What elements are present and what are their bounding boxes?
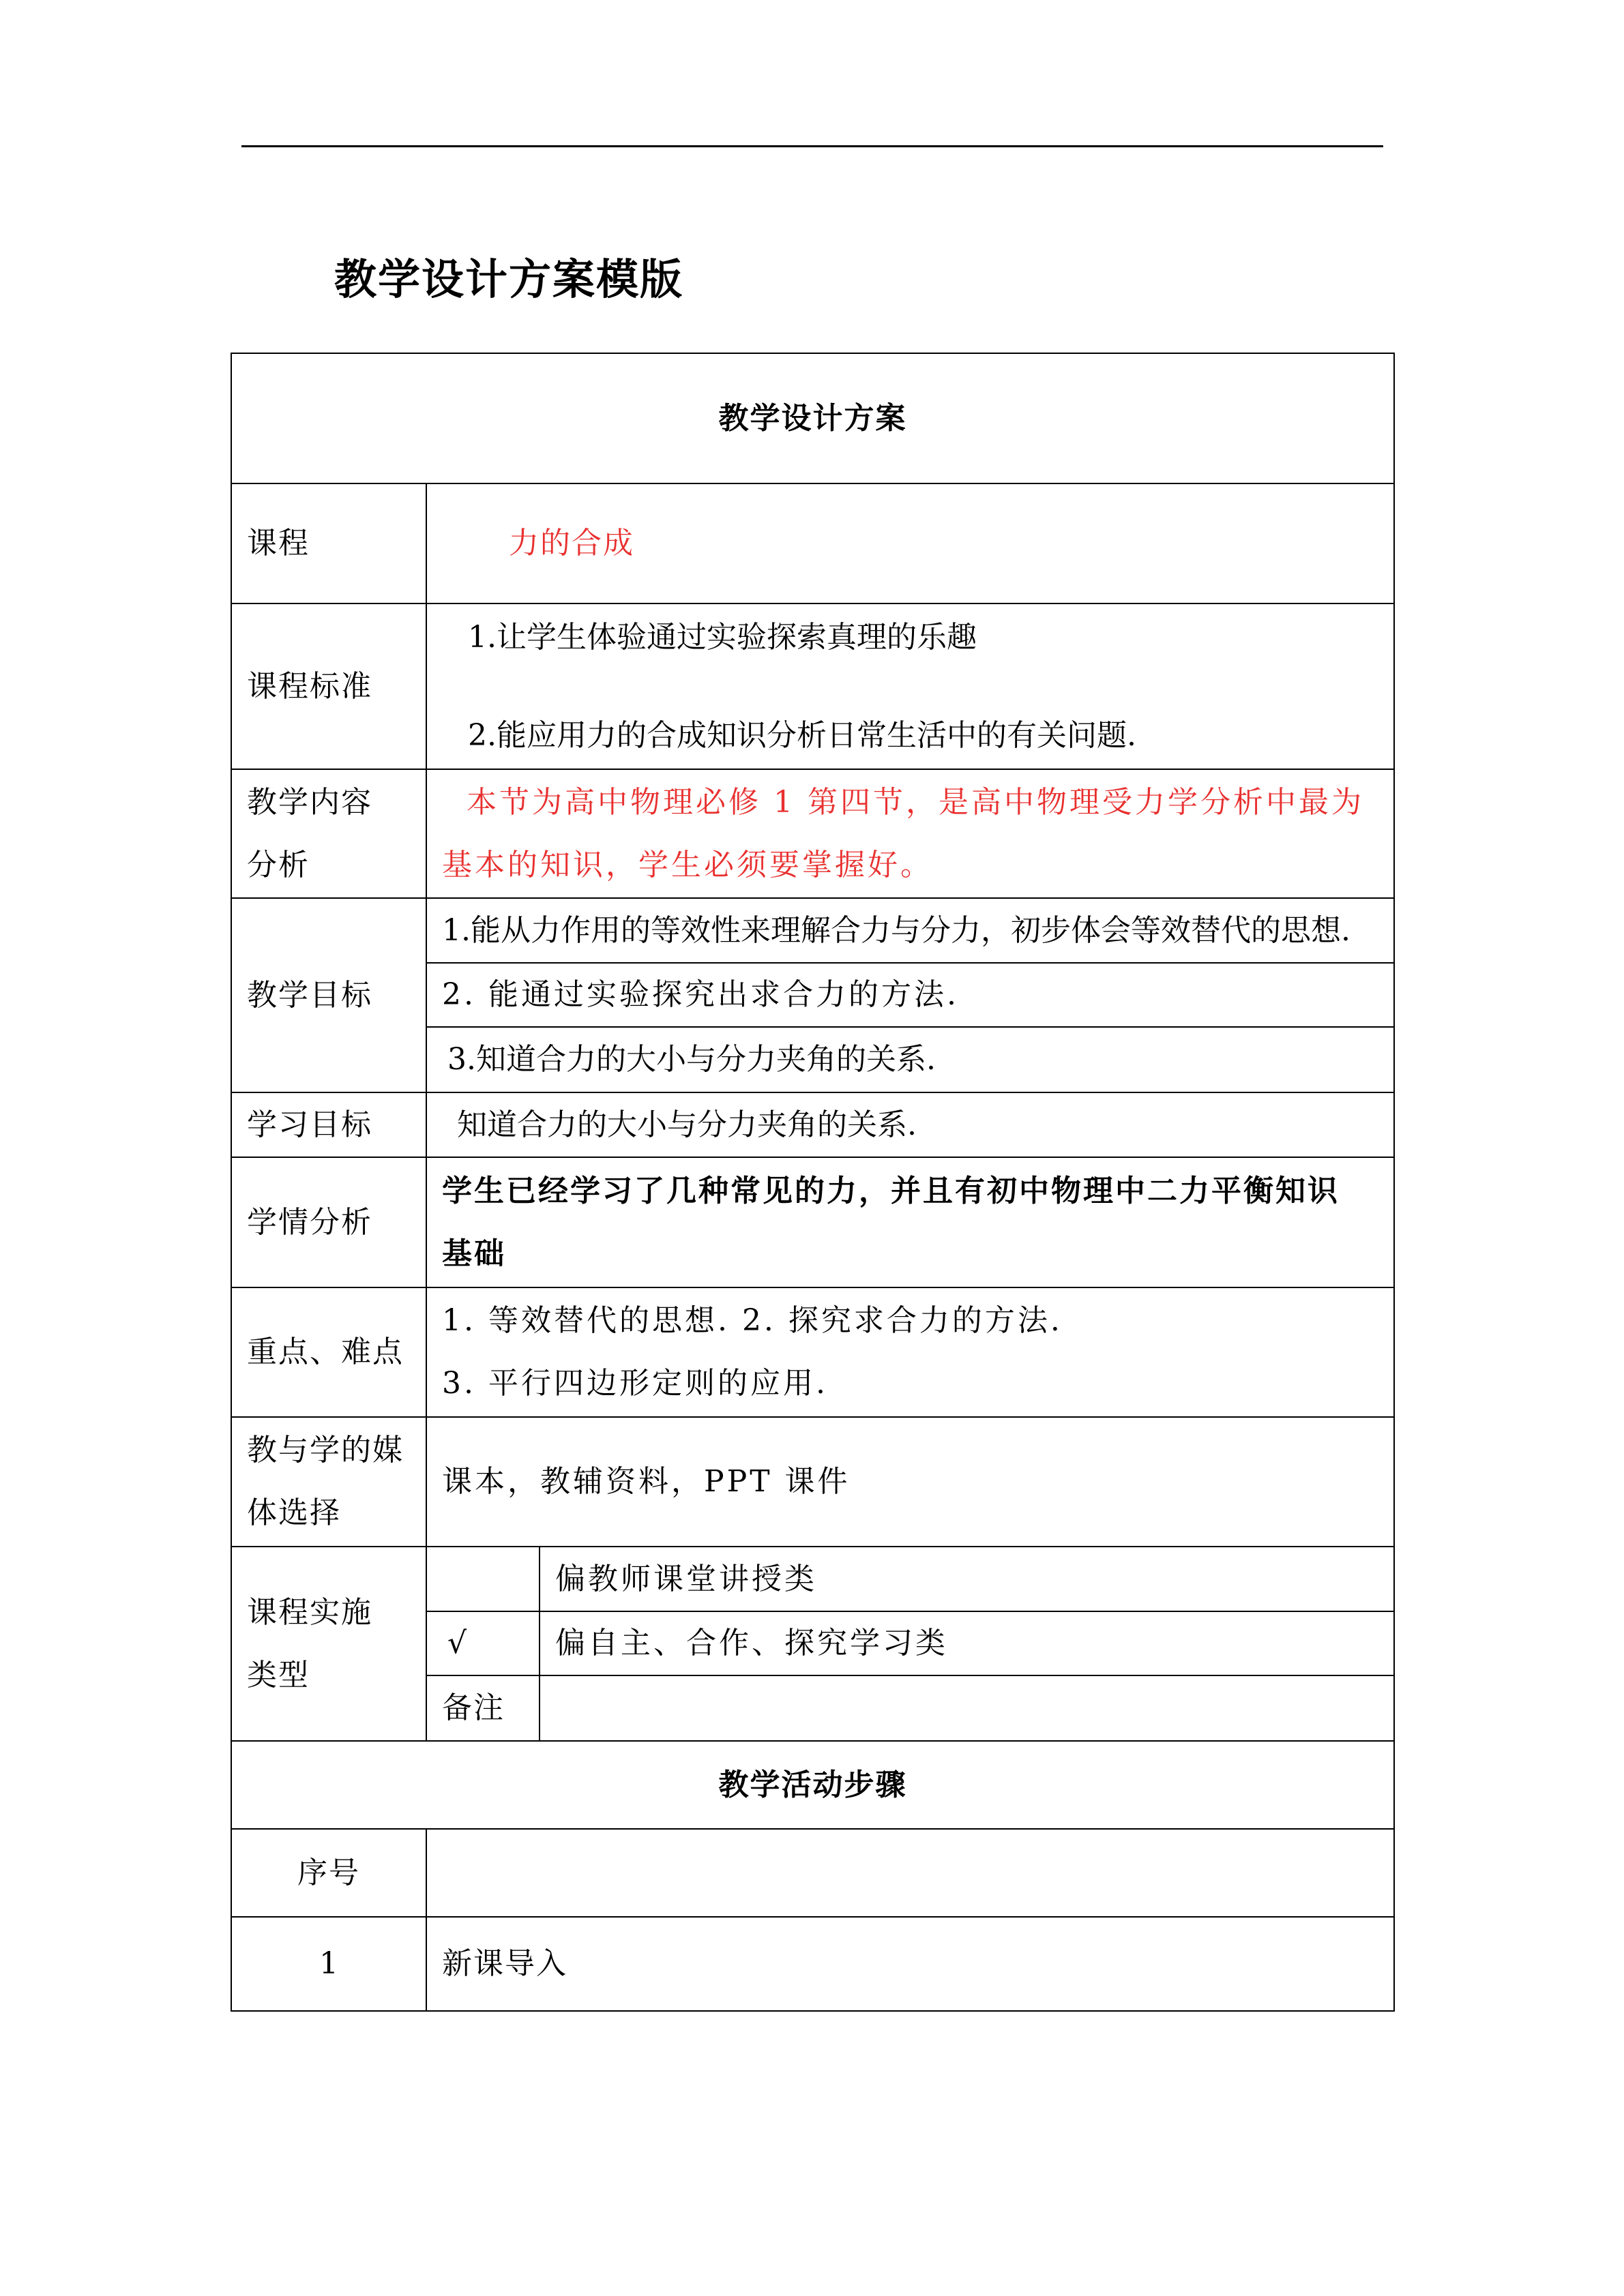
standard-row	[231, 603, 1394, 769]
media-label-line-1: 教与学的媒	[247, 1433, 404, 1467]
course-value: 力的合成	[426, 483, 1394, 603]
key-points-text	[426, 1287, 1394, 1417]
key-points-line-1: 1. 等效替代的思想. 2. 探究求合力的方法.	[442, 1303, 1063, 1338]
activities-header-row	[231, 1829, 1394, 1917]
implementation-row-1	[231, 1547, 1394, 1611]
standard-content	[426, 603, 1394, 769]
activity-step-row	[231, 1917, 1394, 2011]
activity-step-no: 1	[231, 1917, 426, 2011]
student-analysis-line-1: 学生已经学习了几种常见的力，并且有初中物理中二力平衡知识	[442, 1173, 1340, 1208]
teaching-goal-1: 1.能从力作用的等效性来理解合力与分力，初步体会等效替代的思想.	[426, 898, 1394, 963]
content-analysis-label	[231, 769, 426, 898]
activities-header-content	[426, 1829, 1394, 1917]
content-analysis-label-line-1: 教学内容	[247, 784, 372, 820]
table-title: 教学设计方案	[231, 353, 1394, 483]
student-analysis-text	[426, 1157, 1394, 1287]
key-points-label: 重点、难点	[231, 1287, 426, 1417]
student-analysis-row	[231, 1157, 1394, 1287]
lesson-plan-table	[231, 353, 1395, 2012]
activities-title: 教学活动步骤	[231, 1741, 1394, 1829]
standard-line-1: 1.让学生体验通过实验探索真理的乐趣	[468, 619, 977, 655]
teaching-goals-label: 教学目标	[231, 898, 426, 1092]
standard-label: 课程标准	[231, 603, 426, 769]
content-analysis-row	[231, 769, 1394, 898]
teaching-goal-row-1	[231, 898, 1394, 963]
content-analysis-text	[426, 769, 1394, 898]
learning-goals-value: 知道合力的大小与分力夹角的关系.	[426, 1092, 1394, 1157]
teaching-goal-2: 2. 能通过实验探究出求合力的方法.	[426, 963, 1394, 1027]
learning-goals-row	[231, 1092, 1394, 1157]
document-title: 教学设计方案模版	[334, 254, 684, 304]
media-label-line-2: 体选择	[247, 1495, 341, 1530]
activities-title-row	[231, 1741, 1394, 1829]
content-analysis-label-line-2: 分析	[247, 847, 310, 882]
teaching-goal-3: 3.知道合力的大小与分力夹角的关系.	[426, 1027, 1394, 1092]
implementation-mark-1	[426, 1547, 540, 1611]
note-label: 备注	[426, 1675, 540, 1741]
implementation-option-1: 偏教师课堂讲授类	[540, 1547, 1394, 1611]
content-analysis-line-1: 本节为高中物理必修 1 第四节，是高中物理受力学分析中最为	[467, 784, 1364, 820]
activity-step-text: 新课导入	[426, 1917, 1394, 2011]
implementation-label-line-2: 类型	[247, 1657, 310, 1693]
implementation-mark-2: √	[426, 1611, 540, 1675]
student-analysis-label: 学情分析	[231, 1157, 426, 1287]
activities-header-no: 序号	[231, 1829, 426, 1917]
media-value: 课本，教辅资料，PPT 课件	[426, 1417, 1394, 1547]
implementation-label-line-1: 课程实施	[247, 1594, 372, 1630]
course-label: 课程	[231, 483, 426, 603]
key-points-row	[231, 1287, 1394, 1417]
note-value	[540, 1675, 1394, 1741]
table-title-row	[231, 353, 1394, 483]
header-rule	[241, 145, 1383, 147]
learning-goals-label: 学习目标	[231, 1092, 426, 1157]
media-row	[231, 1417, 1394, 1547]
content-analysis-line-2: 基本的知识，学生必须要掌握好。	[442, 847, 933, 882]
implementation-label	[231, 1547, 426, 1741]
key-points-line-2: 3. 平行四边形定则的应用.	[442, 1366, 828, 1401]
implementation-option-2: 偏自主、合作、探究学习类	[540, 1611, 1394, 1675]
student-analysis-line-2: 基础	[442, 1236, 506, 1271]
course-row	[231, 483, 1394, 603]
standard-line-2: 2.能应用力的合成知识分析日常生活中的有关问题.	[468, 717, 1136, 753]
media-label	[231, 1417, 426, 1547]
